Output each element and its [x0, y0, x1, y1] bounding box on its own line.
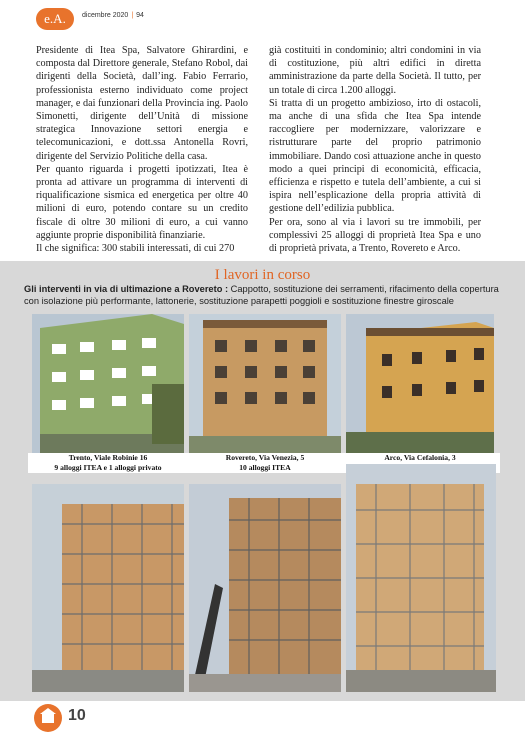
caption-location: Rovereto, Via Venezia, 5	[225, 453, 305, 462]
caption-location: Arco, Via Cefalonia, 3	[384, 453, 456, 462]
magazine-logo: e.A.	[36, 8, 74, 30]
page-number: 10	[68, 707, 86, 724]
caption-trento	[28, 453, 188, 473]
paragraph: già costituiti in condominio; altri condomini in via di costituzione, più altri edifici in diretta amministrazione da parte della Società. Il tutto, per un totale di circa 1.200 alloggi.	[269, 45, 481, 96]
paragraph: Il che significa: 300 stabili interessati, di cui 270	[36, 243, 235, 255]
issue-number: 94	[136, 12, 144, 19]
issue-date: dicembre 2020	[82, 12, 129, 19]
photo-scaffolding-2	[189, 484, 341, 692]
caption-location: Trento, Viale Robinie 16	[68, 453, 148, 462]
caption-units: 9 alloggi ITEA e 1 alloggi privato	[54, 463, 162, 472]
paragraph: Per quanto riguarda i progetti ipotizzati, Itea è pronta ad attivare un programma di interventi di riqualificazione sismica ed energetica per oltre 40 milioni di euro, potendo contare su un credito fiscale di oltre 30 milioni di euro, a cui vanno aggiunte proprie disponibilità finanziarie.	[36, 163, 248, 241]
house-body-shape	[42, 713, 54, 723]
house-icon	[34, 704, 62, 732]
left-text-column	[36, 44, 248, 255]
caption-units: 10 alloggi ITEA	[239, 463, 291, 472]
paragraph: Presidente di Itea Spa, Salvatore Ghirardini, e composta dal Direttore generale, Stefano Robol, dai dirigenti della Società, dall’ing. Fabio Ferrario, professionista esterno individuato come project manager, e dai funzionari della Provincia ing. Paolo Simonetti, dirigente dell’Unità di missione strategica Innovazione settori energia e telecomunicazioni, e dott.ssa Antonella Rovri, dirigente del Servizio Politiche della casa.	[36, 45, 248, 162]
works-subtitle-text: Cappotto, sostituzione dei serramenti, rifacimento della copertura con isolazione più performante, lattonerie, sostituzione parapetti poggioli e sostituzione finestre giroscale	[24, 284, 499, 306]
works-subtitle-lead: Gli interventi in via di ultimazione a Rovereto :	[24, 284, 229, 294]
right-text-column	[269, 44, 481, 255]
photo-trento-building	[32, 314, 184, 454]
photo-scaffolding-3	[346, 464, 496, 692]
paragraph: Per ora, sono al via i lavori su tre immobili, per complessivi 25 alloggi di proprietà Itea Spa e uno di proprietà privata, a Trento, Rovereto e Arco.	[269, 216, 481, 255]
caption-rovereto	[185, 453, 345, 473]
photo-rovereto-building	[189, 314, 341, 454]
photo-scaffolding-1	[32, 484, 184, 692]
photo-arco-building	[346, 314, 494, 454]
issue-separator: |	[131, 12, 134, 19]
works-subtitle	[24, 283, 504, 307]
issue-info	[82, 12, 144, 19]
works-title: I lavori in corso	[214, 267, 311, 283]
paragraph: Si tratta di un progetto ambizioso, irto di ostacoli, ma anche di una sfida che Itea Spa intende raccogliere per modernizzare, valorizzare e ristrutturare parte del proprio patrimonio immobiliare. Dando così attuazione anche in questo modo a quei principi di economicità, efficacia, efficienza e rispetto e tutela dell’ambiente, a cui si ispira nell’esplicazione della propria attività di gestione dell’edilizia pubblica.	[269, 97, 481, 215]
